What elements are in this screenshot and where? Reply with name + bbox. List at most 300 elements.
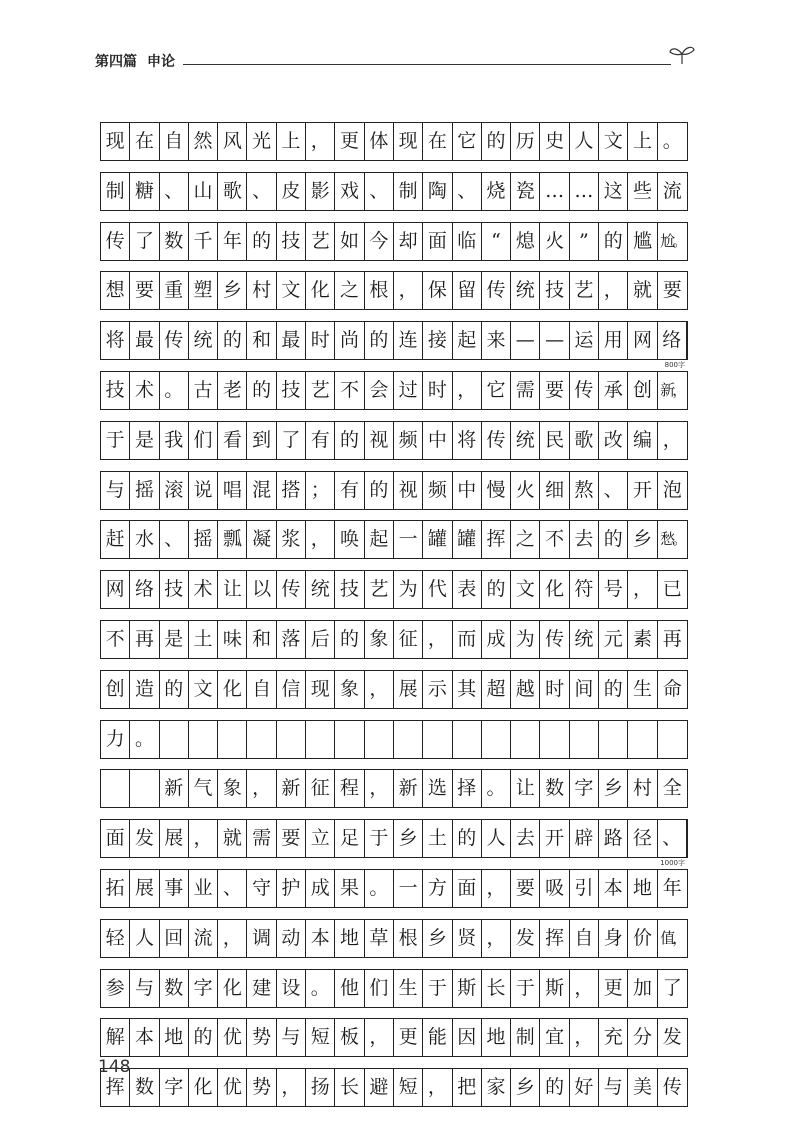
grid-cell: 、: [160, 521, 189, 558]
grid-cell: 挥: [101, 1069, 130, 1106]
grid-cell: 艺: [365, 571, 394, 608]
grid-cell: [365, 721, 394, 758]
grid-cell: 传: [277, 571, 306, 608]
grid-cell: 展: [160, 820, 189, 857]
grid-cell: 有: [335, 472, 364, 509]
grid-cell: 混: [247, 472, 276, 509]
grid-cell: 山: [189, 173, 218, 210]
grid-cell: 需: [511, 372, 540, 409]
grid-cell: ，: [423, 1069, 452, 1106]
grid-cell: 避: [365, 1069, 394, 1106]
grid-cell: 势: [247, 1019, 276, 1056]
grid-cell: 回: [160, 920, 189, 957]
grid-cell: 的: [335, 422, 364, 459]
grid-cell: 了: [662, 976, 682, 999]
grid-cell: 技: [335, 571, 364, 608]
grid-cell: 化: [540, 571, 569, 608]
grid-row: [100, 122, 688, 161]
grid-cell: 字: [570, 770, 599, 807]
grid-cell: 地: [482, 1019, 511, 1056]
grid-cell: 乡: [423, 920, 452, 957]
grid-cell: 影: [306, 173, 335, 210]
grid-cell: 面: [101, 820, 130, 857]
grid-cell: 贤: [453, 920, 482, 957]
running-header: [95, 50, 695, 72]
grid-cell: 更: [599, 970, 628, 1007]
sprout-leaf-icon: [669, 43, 695, 65]
grid-cell: 火: [511, 472, 540, 509]
grid-cell: [540, 721, 569, 758]
grid-cell: 之: [335, 272, 364, 309]
manuscript-grid: [100, 122, 688, 1118]
grid-cell: 已: [662, 578, 682, 601]
grid-cell: 优: [218, 1069, 247, 1106]
grid-cell: 。: [662, 130, 682, 152]
grid-cell: ，: [365, 1019, 394, 1056]
grid-cell: 乡: [628, 521, 657, 558]
grid-cell: 尬。: [660, 231, 685, 250]
grid-cell: 、: [365, 173, 394, 210]
grid-cell: 统: [570, 621, 599, 658]
grid-cell: 艺: [306, 223, 335, 260]
grid-cell: 不: [335, 372, 364, 409]
grid-cell: 于: [101, 422, 130, 459]
grid-cell: [306, 721, 335, 758]
grid-cell: ”: [570, 223, 599, 260]
grid-cell: 尚: [335, 322, 364, 359]
grid-cell: 浆: [277, 521, 306, 558]
grid-cell: 加: [628, 970, 657, 1007]
grid-cell: 传: [160, 322, 189, 359]
grid-cell: 千: [189, 223, 218, 260]
grid-cell: 术: [189, 571, 218, 608]
grid-cell: [247, 721, 276, 758]
grid-cell: 统: [306, 571, 335, 608]
grid-cell: 让: [511, 770, 540, 807]
grid-cell: 其: [453, 671, 482, 708]
grid-cell: 把: [453, 1069, 482, 1106]
grid-cell: 搭: [277, 472, 306, 509]
grid-cell: 就: [628, 272, 657, 309]
grid-cell: 愁。: [660, 530, 685, 549]
grid-cell: 时: [423, 372, 452, 409]
grid-cell: [599, 721, 628, 758]
grid-cell: 的: [335, 621, 364, 658]
grid-cell: 气: [189, 770, 218, 807]
grid-cell: 成: [306, 870, 335, 907]
grid-cell: ，: [482, 870, 511, 907]
grid-row: [100, 620, 688, 659]
grid-cell: 陶: [423, 173, 452, 210]
grid-cell: 全: [662, 777, 682, 800]
grid-cell: 挥: [540, 920, 569, 957]
grid-cell: 创: [628, 372, 657, 409]
grid-cell: 命: [662, 677, 682, 700]
grid-cell: 好: [570, 1069, 599, 1106]
grid-cell: 的: [540, 1069, 569, 1106]
grid-cell: 然: [189, 123, 218, 160]
grid-cell: 视: [394, 472, 423, 509]
grid-cell: 长: [482, 970, 511, 1007]
grid-cell: 参: [101, 970, 130, 1007]
grid-cell: 造: [130, 671, 159, 708]
grid-cell: ；: [306, 472, 335, 509]
grid-cell: 现: [394, 123, 423, 160]
grid-cell: 生: [394, 970, 423, 1007]
grid-cell: 分: [628, 1019, 657, 1056]
grid-cell: …: [540, 173, 569, 210]
grid-cell: 去: [511, 820, 540, 857]
grid-row: [100, 222, 688, 261]
grid-cell: 留: [453, 272, 482, 309]
grid-cell: 统: [189, 322, 218, 359]
grid-cell: 最: [277, 322, 306, 359]
grid-cell: 泡: [662, 478, 682, 501]
grid-cell: 的: [365, 472, 394, 509]
grid-cell: 为: [511, 621, 540, 658]
grid-cell: 古: [189, 372, 218, 409]
grid-cell: 象: [218, 770, 247, 807]
grid-cell: 调: [247, 920, 276, 957]
grid-cell: [570, 721, 599, 758]
grid-cell: 们: [189, 422, 218, 459]
grid-cell: 水: [130, 521, 159, 558]
grid-cell: 们: [365, 970, 394, 1007]
grid-cell: 技: [160, 571, 189, 608]
grid-cell: 之: [511, 521, 540, 558]
grid-cell: 他: [335, 970, 364, 1007]
grid-cell: 现: [306, 671, 335, 708]
grid-cell: 因: [453, 1019, 482, 1056]
grid-cell: 如: [335, 223, 364, 260]
grid-cell: 板: [335, 1019, 364, 1056]
grid-cell: 字: [189, 970, 218, 1007]
grid-cell: 符: [570, 571, 599, 608]
grid-cell: 连: [394, 322, 423, 359]
grid-cell: 要: [511, 870, 540, 907]
grid-row: [100, 720, 688, 759]
grid-cell: 的: [453, 820, 482, 857]
grid-cell: 引: [570, 870, 599, 907]
grid-cell: 开: [540, 820, 569, 857]
grid-row: [100, 919, 688, 958]
grid-cell: 落: [277, 621, 306, 658]
grid-row: [100, 1018, 688, 1057]
grid-cell: 在: [423, 123, 452, 160]
grid-cell: 价: [628, 920, 657, 957]
grid-cell: ，: [394, 272, 423, 309]
grid-cell: 火: [540, 223, 569, 260]
grid-cell: 的: [482, 123, 511, 160]
grid-cell: 瓢: [218, 521, 247, 558]
grid-cell: 却: [394, 223, 423, 260]
grid-cell: 根: [365, 272, 394, 309]
grid-cell: 摇: [189, 521, 218, 558]
grid-cell: 元: [599, 621, 628, 658]
grid-cell: 重: [160, 272, 189, 309]
grid-cell: 我: [160, 422, 189, 459]
grid-cell: 中: [453, 472, 482, 509]
grid-cell: 斯: [453, 970, 482, 1007]
grid-cell: 网: [101, 571, 130, 608]
grid-cell: 、: [453, 173, 482, 210]
grid-cell: 果: [335, 870, 364, 907]
grid-cell: 动: [277, 920, 306, 957]
grid-cell: 看: [218, 422, 247, 459]
grid-cell: 滚: [160, 472, 189, 509]
grid-cell: 自: [247, 671, 276, 708]
header-part: 第四篇: [95, 54, 137, 70]
grid-cell: 制: [511, 1019, 540, 1056]
grid-cell: 事: [160, 870, 189, 907]
grid-cell: ，: [247, 770, 276, 807]
grid-cell: 需: [247, 820, 276, 857]
grid-cell: [482, 721, 511, 758]
grid-cell: 人: [570, 123, 599, 160]
grid-cell: 塑: [189, 272, 218, 309]
grid-cell: 吸: [540, 870, 569, 907]
grid-cell: 些: [628, 173, 657, 210]
grid-cell: 、: [599, 472, 628, 509]
grid-cell: 、: [218, 870, 247, 907]
grid-cell: 乡: [218, 272, 247, 309]
grid-cell: [511, 721, 540, 758]
grid-cell: 自: [160, 123, 189, 160]
grid-cell: 化: [218, 970, 247, 1007]
grid-cell: 开: [628, 472, 657, 509]
grid-cell: 的: [599, 521, 628, 558]
grid-cell: ，: [570, 1019, 599, 1056]
grid-cell: 挥: [482, 521, 511, 558]
grid-cell: 方: [423, 870, 452, 907]
grid-cell: 再: [662, 627, 682, 650]
grid-cell: 文: [599, 123, 628, 160]
grid-cell: 传: [482, 272, 511, 309]
grid-cell: 充: [599, 1019, 628, 1056]
grid-cell: 优: [218, 1019, 247, 1056]
grid-cell: [658, 721, 687, 758]
grid-cell: 象: [365, 621, 394, 658]
grid-cell: 的: [189, 1019, 218, 1056]
grid-cell: 短: [394, 1069, 423, 1106]
grid-cell: 人: [130, 920, 159, 957]
grid-cell: 。: [482, 770, 511, 807]
grid-cell: 化: [218, 671, 247, 708]
grid-cell: 和: [247, 621, 276, 658]
grid-cell: 与: [277, 1019, 306, 1056]
page-number: 148: [98, 1057, 131, 1077]
grid-cell: 土: [423, 820, 452, 857]
grid-cell: 来: [482, 322, 511, 359]
grid-cell: 拓: [101, 870, 130, 907]
grid-cell: 。: [306, 970, 335, 1007]
grid-cell: 年: [218, 223, 247, 260]
grid-cell: 老: [218, 372, 247, 409]
grid-cell: 的: [482, 571, 511, 608]
grid-cell: 过: [394, 372, 423, 409]
grid-cell: “: [482, 223, 511, 260]
grid-cell: 它: [453, 123, 482, 160]
grid-cell: 能: [423, 1019, 452, 1056]
grid-cell: 要: [662, 279, 682, 302]
grid-cell: —: [511, 322, 540, 359]
grid-cell: 信: [277, 671, 306, 708]
grid-cell: [218, 721, 247, 758]
grid-cell: 立: [306, 820, 335, 857]
grid-cell: 扬: [306, 1069, 335, 1106]
grid-cell: 长: [335, 1069, 364, 1106]
grid-cell: 。: [160, 372, 189, 409]
grid-row: [100, 471, 688, 510]
grid-cell: 后: [306, 621, 335, 658]
word-count-marker: 800字: [664, 361, 685, 370]
grid-cell: ，: [218, 920, 247, 957]
grid-cell: ，: [306, 123, 335, 160]
grid-cell: 示: [423, 671, 452, 708]
grid-cell: 摇: [130, 472, 159, 509]
grid-cell: 于: [365, 820, 394, 857]
grid-cell: 的: [599, 223, 628, 260]
grid-cell: 将: [101, 322, 130, 359]
grid-cell: 、: [658, 820, 687, 857]
grid-cell: 值，: [660, 928, 685, 947]
grid-cell: 象: [335, 671, 364, 708]
grid-cell: [628, 721, 657, 758]
grid-cell: 流: [662, 179, 682, 202]
grid-cell: 于: [511, 970, 540, 1007]
grid-cell: 罐: [453, 521, 482, 558]
grid-cell: 尴: [628, 223, 657, 260]
grid-cell: 赶: [101, 521, 130, 558]
grid-cell: 地: [160, 1019, 189, 1056]
grid-cell: 烧: [482, 173, 511, 210]
grid-cell: 文: [277, 272, 306, 309]
grid-cell: 。: [130, 721, 159, 758]
grid-cell: 地: [335, 920, 364, 957]
grid-row: [100, 819, 688, 868]
grid-cell: 时: [540, 671, 569, 708]
grid-cell: 制: [101, 173, 130, 210]
grid-cell: 征: [306, 770, 335, 807]
grid-cell: 更: [394, 1019, 423, 1056]
grid-cell: 乡: [511, 1069, 540, 1106]
grid-row: [100, 1068, 688, 1107]
grid-cell: ，: [662, 428, 682, 451]
grid-cell: 宜: [540, 1019, 569, 1056]
grid-cell: 熄: [511, 223, 540, 260]
grid-cell: 唱: [218, 472, 247, 509]
grid-cell: 守: [247, 870, 276, 907]
grid-row: [100, 371, 688, 410]
grid-cell: 以: [247, 571, 276, 608]
grid-cell: 这: [599, 173, 628, 210]
grid-cell: ，: [453, 372, 482, 409]
grid-cell: 编: [628, 422, 657, 459]
grid-cell: [130, 770, 159, 807]
word-count-marker: 1000字: [660, 859, 685, 868]
grid-row: [100, 670, 688, 709]
grid-cell: 想: [101, 272, 130, 309]
grid-cell: 制: [394, 173, 423, 210]
grid-row: [100, 969, 688, 1008]
grid-cell: 与: [130, 970, 159, 1007]
grid-cell: …: [570, 173, 599, 210]
grid-cell: 味: [218, 621, 247, 658]
grid-cell: 熬: [570, 472, 599, 509]
grid-cell: 与: [101, 472, 130, 509]
grid-cell: 辟: [570, 820, 599, 857]
grid-cell: 创: [101, 671, 130, 708]
grid-cell: 要: [540, 372, 569, 409]
grid-cell: 是: [160, 621, 189, 658]
grid-cell: 的: [365, 322, 394, 359]
grid-cell: 术: [130, 372, 159, 409]
grid-cell: 频: [394, 422, 423, 459]
grid-cell: 文: [511, 571, 540, 608]
grid-cell: 技: [277, 223, 306, 260]
grid-cell: 传: [101, 223, 130, 260]
grid-cell: 体: [365, 123, 394, 160]
grid-cell: [453, 721, 482, 758]
grid-cell: 戏: [335, 173, 364, 210]
grid-cell: 凝: [247, 521, 276, 558]
grid-cell: 要: [130, 272, 159, 309]
grid-cell: 素: [628, 621, 657, 658]
grid-cell: 展: [394, 671, 423, 708]
grid-cell: 而: [453, 621, 482, 658]
grid-cell: 统: [511, 272, 540, 309]
grid-cell: 越: [511, 671, 540, 708]
grid-cell: 会: [365, 372, 394, 409]
grid-cell: 字: [160, 1069, 189, 1106]
grid-cell: 一: [394, 521, 423, 558]
grid-cell: 为: [394, 571, 423, 608]
grid-cell: 在: [130, 123, 159, 160]
grid-cell: 地: [628, 870, 657, 907]
grid-row: [100, 271, 688, 310]
grid-cell: 发: [130, 820, 159, 857]
grid-cell: 上: [628, 123, 657, 160]
grid-cell: 号: [599, 571, 628, 608]
grid-cell: [277, 721, 306, 758]
grid-cell: 皮: [277, 173, 306, 210]
grid-cell: 美: [628, 1069, 657, 1106]
grid-cell: 足: [335, 820, 364, 857]
grid-cell: 力: [101, 721, 130, 758]
grid-cell: 唤: [335, 521, 364, 558]
grid-row: [100, 520, 688, 559]
grid-cell: 家: [482, 1069, 511, 1106]
grid-cell: 发: [662, 1026, 682, 1049]
grid-cell: 数: [160, 970, 189, 1007]
grid-cell: 解: [101, 1019, 130, 1056]
grid-cell: 设: [277, 970, 306, 1007]
grid-cell: 化: [189, 1069, 218, 1106]
grid-cell: 时: [306, 322, 335, 359]
grid-row: [100, 769, 688, 808]
grid-cell: 更: [335, 123, 364, 160]
grid-cell: 表: [453, 571, 482, 608]
grid-cell: 乡: [599, 770, 628, 807]
grid-cell: ，: [628, 571, 657, 608]
grid-cell: 是: [130, 422, 159, 459]
grid-cell: 上: [277, 123, 306, 160]
grid-cell: 起: [453, 322, 482, 359]
grid-cell: 罐: [423, 521, 452, 558]
grid-cell: ，: [570, 970, 599, 1007]
grid-cell: 化: [306, 272, 335, 309]
grid-cell: 的: [247, 372, 276, 409]
